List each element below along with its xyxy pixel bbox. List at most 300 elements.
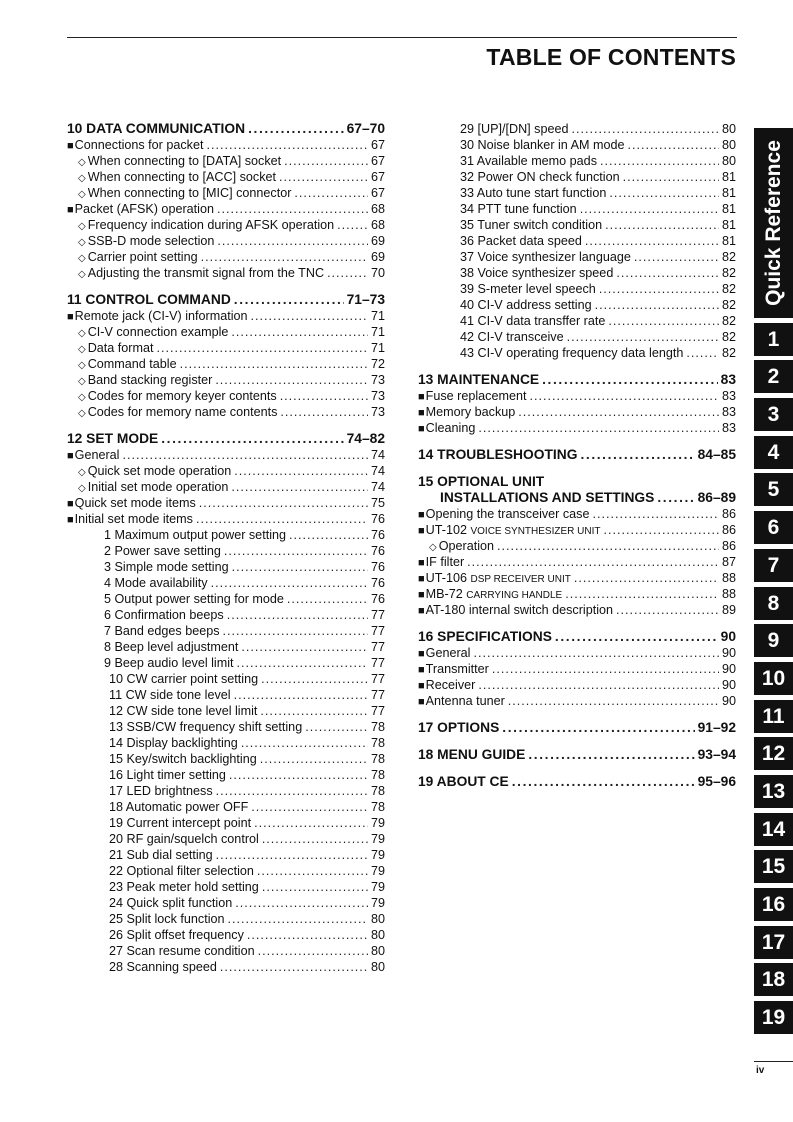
toc-entry-title: ■ Receiver [429, 677, 475, 694]
toc-entry-title: ◇ Codes for memory keyer contents [90, 388, 277, 406]
toc-entry[interactable] [67, 687, 385, 703]
tab-section-15[interactable]: 15 [754, 850, 793, 883]
toc-entry[interactable] [67, 495, 385, 511]
toc-entry[interactable] [418, 693, 736, 709]
dot-leader [262, 831, 368, 847]
toc-entry[interactable] [67, 767, 385, 783]
toc-entry[interactable] [67, 815, 385, 831]
dot-leader [231, 479, 368, 495]
toc-entry-title: ■ Antenna tuner [429, 693, 505, 710]
toc-entry[interactable] [418, 586, 736, 602]
toc-entry-title: 43 CI-V operating frequency data length [460, 346, 684, 360]
toc-page-number: 76 [370, 512, 385, 526]
dot-leader [603, 522, 719, 538]
toc-entry[interactable] [67, 479, 385, 495]
toc-page-number: 68 [370, 202, 385, 216]
toc-entry-title: ■ Quick set mode items [78, 495, 196, 512]
toc-entry-title: 2 Power save setting [104, 544, 221, 558]
toc-entry-title: ◇ Operation [441, 538, 494, 556]
toc-entry[interactable] [67, 895, 385, 911]
tab-section-7[interactable]: 7 [754, 549, 793, 582]
tab-section-4[interactable]: 4 [754, 436, 793, 469]
toc-entry[interactable] [67, 153, 385, 169]
toc-page-number: 67 [370, 138, 385, 152]
toc-entry-title: ■ Cleaning [429, 420, 475, 437]
toc-entry[interactable] [418, 217, 736, 233]
dot-leader [657, 490, 694, 506]
toc-page-number: 73 [370, 405, 385, 419]
dot-leader [502, 720, 694, 736]
spacer [418, 709, 736, 720]
dot-leader [542, 372, 718, 388]
toc-entry[interactable] [418, 121, 736, 137]
toc-entry[interactable] [418, 169, 736, 185]
toc-section-heading[interactable] [67, 121, 385, 137]
toc-entry[interactable] [67, 847, 385, 863]
toc-page-number: 91–92 [697, 720, 736, 735]
toc-entry[interactable] [418, 345, 736, 361]
toc-page-number: 74–82 [346, 431, 385, 446]
toc-page-number: 78 [370, 784, 385, 798]
toc-page-number: 73 [370, 389, 385, 403]
toc-section-heading[interactable] [418, 474, 736, 490]
toc-page-number: 74 [370, 448, 385, 462]
dot-leader [232, 559, 368, 575]
dot-leader [628, 137, 719, 153]
toc-page-number: 78 [370, 736, 385, 750]
toc-right-column [418, 121, 736, 790]
toc-entry[interactable] [418, 506, 736, 522]
toc-entry[interactable] [67, 559, 385, 575]
toc-entry-title: 24 Quick split function [109, 896, 233, 910]
dot-leader [237, 655, 368, 671]
dot-leader [580, 201, 719, 217]
toc-entry[interactable] [418, 522, 736, 538]
toc-entry[interactable] [67, 169, 385, 185]
toc-entry[interactable] [67, 527, 385, 543]
toc-page-number: 77 [370, 624, 385, 638]
dot-leader [287, 591, 368, 607]
toc-entry[interactable] [418, 297, 736, 313]
spacer [418, 763, 736, 774]
toc-entry-title: 23 Peak meter hold setting [109, 880, 259, 894]
toc-page-number: 71 [370, 341, 385, 355]
toc-entry-title: 30 Noise blanker in AM mode [460, 138, 625, 152]
toc-entry-title: 19 ABOUT CE [418, 774, 509, 789]
dot-leader [217, 233, 368, 249]
toc-entry-title: ■ General [78, 447, 119, 464]
toc-section-heading[interactable] [418, 490, 736, 506]
dot-leader [634, 249, 719, 265]
toc-page-number: 87 [721, 555, 736, 569]
bottom-rule [754, 1061, 793, 1062]
toc-section-heading[interactable] [418, 372, 736, 388]
toc-entry-title: ◇ When connecting to [MIC] connector [90, 185, 291, 203]
toc-entry[interactable] [418, 329, 736, 345]
dot-leader [196, 511, 368, 527]
toc-entry[interactable] [418, 677, 736, 693]
dot-leader [260, 751, 368, 767]
toc-entry-title: 26 Split offset frequency [109, 928, 244, 942]
toc-page-number: 81 [721, 218, 736, 232]
dot-leader [215, 372, 368, 388]
dot-leader [234, 463, 368, 479]
toc-entry[interactable] [67, 703, 385, 719]
toc-entry[interactable] [67, 324, 385, 340]
tab-section-18[interactable]: 18 [754, 963, 793, 996]
dot-leader [555, 629, 718, 645]
dot-leader [180, 356, 368, 372]
toc-entry[interactable] [418, 661, 736, 677]
toc-entry[interactable] [67, 340, 385, 356]
dot-leader [216, 847, 368, 863]
toc-entry-title: ◇ CI-V connection example [90, 324, 228, 342]
toc-entry[interactable] [67, 799, 385, 815]
dot-leader [585, 233, 719, 249]
dot-leader [528, 747, 694, 763]
dot-leader [518, 404, 719, 420]
toc-entry[interactable] [67, 447, 385, 463]
toc-entry-title: 15 OPTIONAL UNIT [418, 474, 545, 489]
toc-page-number: 77 [370, 672, 385, 686]
toc-entry[interactable] [67, 356, 385, 372]
dot-leader [251, 799, 368, 815]
toc-entry[interactable] [67, 372, 385, 388]
dot-leader [279, 169, 368, 185]
toc-entry[interactable] [67, 655, 385, 671]
toc-page-number: 77 [370, 688, 385, 702]
toc-entry-title: ■ IF filter [429, 554, 464, 571]
toc-entry-title: ■ Memory backup [429, 404, 515, 421]
tab-section-13[interactable]: 13 [754, 775, 793, 808]
dot-leader [216, 783, 368, 799]
toc-entry-title: 16 Light timer setting [109, 768, 226, 782]
toc-entry-title: 32 Power ON check function [460, 170, 620, 184]
dot-leader [122, 447, 368, 463]
dot-leader [254, 815, 368, 831]
dot-leader [478, 677, 719, 693]
tab-section-6[interactable]: 6 [754, 511, 793, 544]
toc-entry-title: 12 CW side tone level limit [109, 704, 258, 718]
toc-entry-title: 34 PTT tune function [460, 202, 577, 216]
toc-page-number: 79 [370, 880, 385, 894]
dot-leader [235, 895, 368, 911]
toc-entry-title: ◇ Codes for memory name contents [90, 404, 277, 422]
toc-entry[interactable] [67, 575, 385, 591]
toc-page-number: 79 [370, 832, 385, 846]
toc-page-number: 81 [721, 170, 736, 184]
dot-leader [623, 169, 719, 185]
toc-entry[interactable] [418, 201, 736, 217]
toc-entry-title: 40 CI-V address setting [460, 298, 592, 312]
toc-page-number: 78 [370, 768, 385, 782]
dot-leader [605, 217, 719, 233]
dot-leader [497, 538, 719, 554]
toc-entry[interactable] [67, 543, 385, 559]
toc-entry-title: 6 Confirmation beeps [104, 608, 224, 622]
toc-page-number: 74 [370, 480, 385, 494]
toc-page-number: 77 [370, 640, 385, 654]
dot-leader [247, 927, 368, 943]
toc-section-heading[interactable] [418, 629, 736, 645]
toc-section-heading[interactable] [418, 747, 736, 763]
toc-page-number: 80 [721, 154, 736, 168]
tab-quick-reference[interactable] [754, 128, 793, 318]
dot-leader [567, 329, 719, 345]
toc-entry-title: ■ UT-102 VOICE SYNTHESIZER UNIT [429, 522, 600, 540]
toc-page-number: 74 [370, 464, 385, 478]
dot-leader [161, 431, 343, 447]
toc-entry[interactable] [67, 388, 385, 404]
toc-entry-title: ◇ Data format [90, 340, 154, 358]
tab-section-1[interactable]: 1 [754, 323, 793, 356]
toc-entry[interactable] [67, 943, 385, 959]
tab-section-5[interactable]: 5 [754, 473, 793, 506]
toc-entry[interactable] [418, 420, 736, 436]
toc-entry-title: 1 Maximum output power setting [104, 528, 286, 542]
toc-entry[interactable] [67, 671, 385, 687]
toc-entry-subtitle: CARRYING HANDLE [466, 590, 563, 601]
toc-entry-title: 14 Display backlighting [109, 736, 238, 750]
tab-section-2[interactable]: 2 [754, 360, 793, 393]
dot-leader [284, 153, 368, 169]
toc-entry[interactable] [418, 602, 736, 618]
toc-page-number: 95–96 [697, 774, 736, 789]
toc-entry[interactable] [67, 137, 385, 153]
toc-entry-title: 19 Current intercept point [109, 816, 252, 830]
dot-leader [223, 623, 368, 639]
toc-page-number: 90 [721, 694, 736, 708]
toc-page-number: 76 [370, 576, 385, 590]
tab-section-9[interactable]: 9 [754, 624, 793, 657]
toc-entry[interactable] [67, 233, 385, 249]
toc-entry[interactable] [67, 185, 385, 201]
toc-page-number: 73 [370, 373, 385, 387]
toc-entry-title: INSTALLATIONS AND SETTINGS [440, 490, 655, 505]
toc-entry[interactable] [67, 249, 385, 265]
toc-entry-title: ■ AT-180 internal switch description [429, 602, 613, 619]
toc-entry-title: ◇ Carrier point setting [90, 249, 198, 267]
toc-entry[interactable] [67, 265, 385, 281]
toc-entry[interactable] [418, 570, 736, 586]
toc-entry[interactable] [67, 404, 385, 420]
dot-leader [234, 687, 368, 703]
toc-page-number: 78 [370, 752, 385, 766]
toc-page-number: 71–73 [346, 292, 385, 307]
toc-entry[interactable] [418, 153, 736, 169]
toc-entry-title: 18 MENU GUIDE [418, 747, 526, 762]
toc-page-number: 90 [721, 678, 736, 692]
toc-entry[interactable] [418, 538, 736, 554]
page-number: iv [756, 1065, 765, 1076]
toc-entry-title: 8 Beep level adjustment [104, 640, 239, 654]
toc-entry[interactable] [418, 404, 736, 420]
tab-section-11[interactable]: 11 [754, 700, 793, 733]
toc-entry[interactable] [67, 308, 385, 324]
toc-page-number: 80 [370, 944, 385, 958]
toc-section-heading[interactable] [418, 774, 736, 790]
toc-entry-title: 29 [UP]/[DN] speed [460, 122, 569, 136]
toc-page-number: 78 [370, 800, 385, 814]
toc-entry-title: 15 Key/switch backlighting [109, 752, 257, 766]
dot-leader [201, 249, 368, 265]
toc-entry[interactable] [67, 863, 385, 879]
toc-page-number: 67 [370, 154, 385, 168]
toc-entry-title: 10 DATA COMMUNICATION [67, 121, 246, 136]
toc-page-number: 75 [370, 496, 385, 510]
toc-entry[interactable] [418, 185, 736, 201]
toc-page-number: 68 [370, 218, 385, 232]
toc-page-number: 67 [370, 170, 385, 184]
toc-entry[interactable] [418, 313, 736, 329]
tab-section-16[interactable]: 16 [754, 888, 793, 921]
toc-entry[interactable] [418, 249, 736, 265]
toc-page-number: 79 [370, 896, 385, 910]
toc-page-number: 82 [721, 250, 736, 264]
toc-entry[interactable] [67, 607, 385, 623]
toc-page-number: 81 [721, 186, 736, 200]
tab-section-12[interactable]: 12 [754, 737, 793, 770]
toc-entry-title: 35 Tuner switch condition [460, 218, 603, 232]
toc-page-number: 84–85 [697, 447, 736, 462]
toc-entry-title: ■ Packet (AFSK) operation [78, 201, 214, 218]
toc-section-heading[interactable] [418, 720, 736, 736]
tab-section-19[interactable]: 19 [754, 1001, 793, 1034]
toc-page-number: 80 [370, 928, 385, 942]
toc-page-number: 93–94 [697, 747, 736, 762]
toc-entry[interactable] [67, 463, 385, 479]
dot-leader [478, 420, 719, 436]
dot-leader [508, 693, 719, 709]
toc-entry-title: ◇ Adjusting the transmit signal from the TNC [90, 265, 324, 283]
toc-entry-title: 38 Voice synthesizer speed [460, 266, 614, 280]
toc-entry[interactable] [418, 388, 736, 404]
toc-entry-title: 37 Voice synthesizer language [460, 250, 631, 264]
toc-entry-title: 17 LED brightness [109, 784, 213, 798]
dot-leader [258, 943, 368, 959]
dot-leader [227, 607, 368, 623]
spacer [418, 361, 736, 372]
toc-entry[interactable] [67, 217, 385, 233]
dot-leader [157, 340, 368, 356]
tab-section-3[interactable]: 3 [754, 398, 793, 431]
dot-leader [467, 554, 719, 570]
toc-entry[interactable] [67, 623, 385, 639]
toc-entry[interactable] [67, 201, 385, 217]
toc-entry-title: 36 Packet data speed [460, 234, 582, 248]
tab-section-8[interactable]: 8 [754, 587, 793, 620]
dot-leader [305, 719, 368, 735]
toc-entry[interactable] [67, 751, 385, 767]
toc-page-number: 79 [370, 864, 385, 878]
dot-leader [220, 959, 368, 975]
toc-entry-title: 16 SPECIFICATIONS [418, 629, 552, 644]
dot-leader [599, 281, 719, 297]
toc-entry-title: 4 Mode availability [104, 576, 208, 590]
toc-entry-title: 18 Automatic power OFF [109, 800, 249, 814]
toc-entry[interactable] [67, 639, 385, 655]
toc-page-number: 76 [370, 560, 385, 574]
toc-page-number: 81 [721, 234, 736, 248]
toc-entry-title: 39 S-meter level speech [460, 282, 596, 296]
toc-entry[interactable] [67, 511, 385, 527]
dot-leader [199, 495, 368, 511]
tab-section-10[interactable]: 10 [754, 662, 793, 695]
toc-entry[interactable] [418, 265, 736, 281]
toc-entry[interactable] [418, 281, 736, 297]
toc-entry-title: ■ UT-106 DSP RECEIVER UNIT [429, 570, 571, 588]
page-title: TABLE OF CONTENTS [486, 44, 736, 70]
dot-leader [580, 447, 694, 463]
toc-page-number: 82 [721, 330, 736, 344]
toc-entry[interactable] [418, 137, 736, 153]
toc-entry-title: 12 SET MODE [67, 431, 159, 446]
toc-entry[interactable] [418, 645, 736, 661]
toc-page-number: 80 [370, 960, 385, 974]
toc-entry-title: ■ General [429, 645, 470, 662]
dot-leader [260, 703, 368, 719]
toc-entry[interactable] [67, 959, 385, 975]
toc-entry[interactable] [67, 831, 385, 847]
toc-page-number: 82 [721, 314, 736, 328]
toc-entry[interactable] [67, 927, 385, 943]
dot-leader [241, 735, 368, 751]
toc-entry[interactable] [67, 911, 385, 927]
toc-entry[interactable] [67, 719, 385, 735]
toc-entry-title: 9 Beep audio level limit [104, 656, 234, 670]
dot-leader [512, 774, 695, 790]
dot-leader [608, 313, 719, 329]
dot-leader [616, 602, 719, 618]
dot-leader [261, 671, 368, 687]
toc-entry[interactable] [418, 233, 736, 249]
toc-entry[interactable] [67, 735, 385, 751]
toc-entry[interactable] [67, 591, 385, 607]
toc-entry-title: ■ Connections for packet [78, 137, 203, 154]
toc-entry-title: 28 Scanning speed [109, 960, 217, 974]
toc-left-column [67, 121, 385, 975]
toc-page-number: 80 [370, 912, 385, 926]
dot-leader [600, 153, 719, 169]
dot-leader [241, 639, 368, 655]
tab-section-14[interactable]: 14 [754, 813, 793, 846]
toc-entry-title: ◇ When connecting to [DATA] socket [90, 153, 281, 171]
toc-section-heading[interactable] [67, 292, 385, 308]
section-tab-strip [754, 128, 793, 1034]
toc-entry-title: 27 Scan resume condition [109, 944, 255, 958]
dot-leader [529, 388, 719, 404]
toc-entry[interactable] [67, 879, 385, 895]
toc-entry-title: ◇ Quick set mode operation [90, 463, 231, 481]
toc-entry[interactable] [67, 783, 385, 799]
top-rule [67, 37, 737, 38]
dot-leader [337, 217, 368, 233]
toc-entry[interactable] [418, 554, 736, 570]
toc-section-heading[interactable] [418, 447, 736, 463]
spacer [418, 736, 736, 747]
toc-section-heading[interactable] [67, 431, 385, 447]
toc-entry-title: 11 CW side tone level [109, 688, 231, 702]
dot-leader [609, 185, 719, 201]
tab-section-17[interactable]: 17 [754, 926, 793, 959]
toc-entry-title: 7 Band edges beeps [104, 624, 220, 638]
toc-entry-title: 13 SSB/CW frequency shift setting [109, 720, 303, 734]
toc-page-number: 82 [721, 282, 736, 296]
toc-page-number: 90 [721, 662, 736, 676]
toc-page-number: 67 [370, 186, 385, 200]
spacer [418, 463, 736, 474]
toc-page-number: 70 [370, 266, 385, 280]
